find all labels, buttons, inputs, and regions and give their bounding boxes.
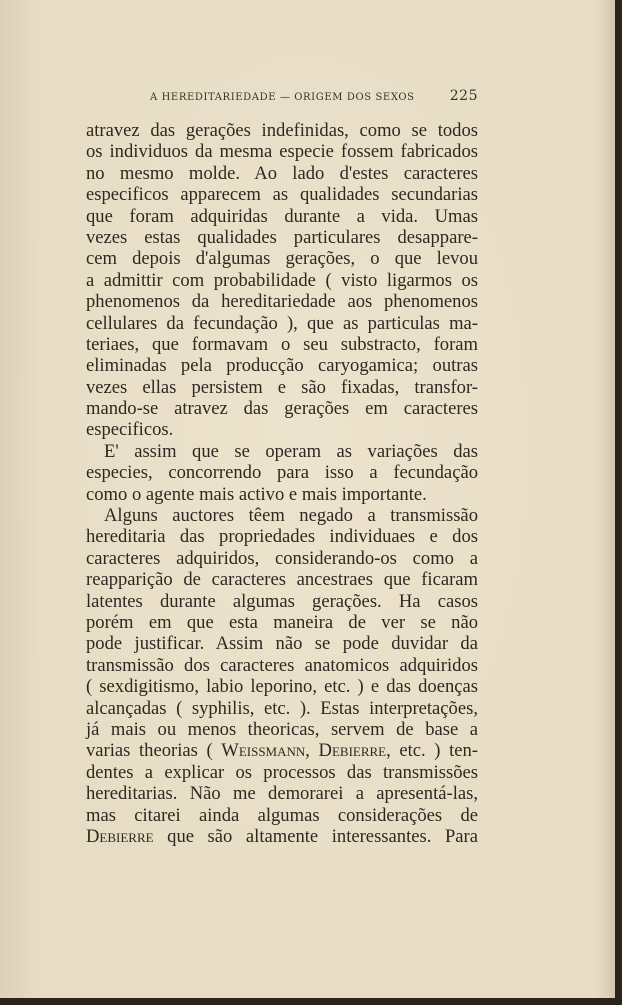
text-line: os individuos da mesma especie fossem fabricados	[86, 141, 478, 163]
text-line: vezes estas qualidades particulares desappare-	[86, 226, 478, 248]
text-line: cem depois d'algumas gerações, o que levou	[86, 248, 478, 270]
text-line: dentes a explicar os processos das transmissões	[86, 761, 478, 783]
text-line: mando-se atravez das gerações em caracteres	[86, 398, 478, 420]
text-line: especificos apparecem as qualidades secundarias	[86, 184, 478, 206]
text-line: mas citarei ainda algumas considerações de	[86, 804, 478, 826]
paragraph-2	[86, 441, 478, 505]
running-head	[86, 88, 478, 108]
text-line: eliminadas pela producção caryogamica; outras	[86, 355, 478, 377]
page-edge-bottom	[0, 998, 622, 1005]
text-line: especificos.	[86, 419, 174, 441]
paragraph-3	[86, 505, 478, 847]
text-line: porém em que esta maneira de ver se não	[86, 611, 478, 633]
text-line: E' assim que se operam as variações das	[104, 440, 478, 462]
text-line: reapparição de caracteres ancestraes que ficaram	[86, 569, 478, 591]
text-line: latentes durante algumas gerações. Ha casos	[86, 590, 478, 612]
text-line: hereditarias. Não me demorarei a apresentá-las,	[86, 783, 478, 805]
text-line: atravez das gerações indefinidas, como se todos	[86, 120, 478, 141]
text-line: que foram adquiridas durante a vida. Umas	[86, 205, 478, 227]
body-text	[86, 120, 478, 847]
text-line: varias theorias ( Weissmann, Debierre, etc. ) ten-	[86, 740, 478, 762]
paragraph-1	[86, 120, 478, 441]
text-line: cellulares da fecundação ), que as particulas ma-	[86, 312, 478, 334]
page-edge-right	[615, 0, 622, 1005]
text-line: ( sexdigitismo, labio leporino, etc. ) e das doenças	[86, 676, 478, 698]
text-line: teriaes, que formavam o seu substracto, foram	[86, 333, 478, 355]
text-line: no mesmo molde. Ao lado d'estes caracteres	[86, 162, 478, 184]
text-line: pode justificar. Assim não se pode duvidar da	[86, 633, 478, 655]
text-line: Debierre que são altamente interessantes. Para	[86, 825, 478, 847]
text-line: a admittir com probabilidade ( visto ligarmos os	[86, 269, 478, 291]
text-line: especies, concorrendo para isso a fecundação	[86, 462, 478, 484]
text-line: transmissão dos caracteres anatomicos adquiridos	[86, 654, 478, 676]
text-line: alcançadas ( syphilis, etc. ). Estas interpretações,	[86, 697, 478, 719]
text-line: vezes ellas persistem e são fixadas, transfor-	[86, 376, 478, 398]
text-line: como o agente mais activo e mais importante.	[86, 483, 427, 505]
text-line: hereditaria das propriedades individuaes e dos	[86, 526, 478, 548]
text-line: phenomenos da hereditariedade aos phenomenos	[86, 291, 478, 313]
text-line: Alguns auctores têem negado a transmissão	[104, 505, 478, 527]
running-title: A HEREDITARIEDADE — ORIGEM DOS SEXOS	[150, 92, 415, 103]
page-number: 225	[449, 88, 478, 104]
text-line: caracteres adquiridos, considerando-os como a	[86, 547, 478, 569]
text-line: já mais ou menos theoricas, servem de base a	[86, 718, 478, 740]
